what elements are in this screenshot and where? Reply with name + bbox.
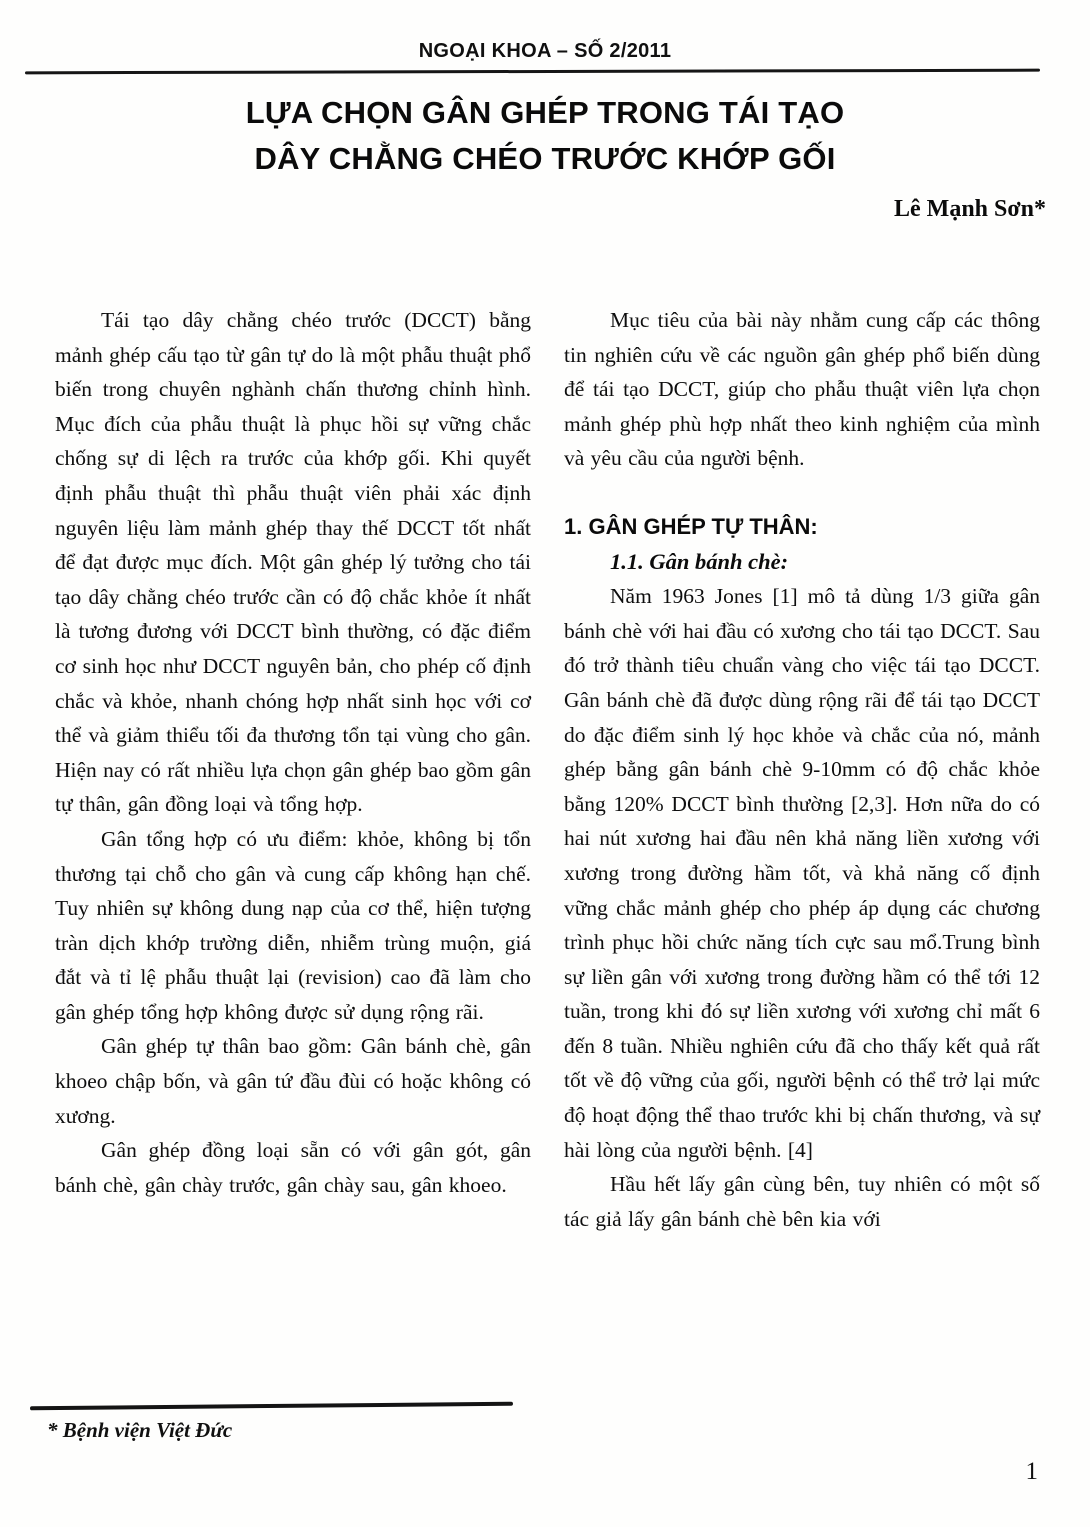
paragraph-harvest-side: Hầu hết lấy gân cùng bên, tuy nhiên có một số tác giả lấy gân bánh chè bên kia với	[564, 1172, 1040, 1231]
right-column	[564, 303, 1040, 1236]
paragraph-autograft-list: Gân ghép tự thân bao gồm: Gân bánh chè, gân khoeo chập bốn, và gân tứ đầu đùi có hoặc không có xương.	[55, 1034, 531, 1128]
paragraph-allograft-list: Gân ghép đồng loại sẵn có với gân gót, gân bánh chè, gân chày trước, gân chày sau, gân khoeo.	[55, 1138, 531, 1197]
paragraph-intro: Tái tạo dây chằng chéo trước (DCCT) bằng mảnh ghép cấu tạo từ gân tự do là một phẫu thuật phổ biến trong chuyên nghành chấn thương chỉnh hình. Mục đích của phẫu thuật là phục hồi sự vững chắc chống sự di lệch ra trước của khớp gối. Khi quyết định phẫu thuật thì phẫu thuật viên phải xác định nguyên liệu làm mảnh ghép thay thế DCCT tốt nhất để đạt được mục đích. Một gân ghép lý tưởng cho tái tạo dây chằng chéo trước cần có độ chắc khỏe ít nhất là tương đương với DCCT bình thường, có đặc điểm cơ sinh học như DCCT nguyên bản, cho phép cố định chắc và khỏe, nhanh chóng hợp nhất sinh học với cơ thể và giảm thiểu tối đa thương tổn tại vùng cho gân. Hiện nay có rất nhiều lựa chọn gân ghép bao gồm gân tự thân, gân đồng loại và tổng hợp.	[55, 308, 531, 817]
subsection-heading-patellar-tendon: 1.1. Gân bánh chè:	[610, 548, 789, 574]
footnote: * Bệnh viện Việt Đức	[47, 1418, 233, 1442]
footnote-divider	[30, 1402, 513, 1410]
article-body	[55, 303, 1041, 1236]
article-title-line-2: DÂY CHẰNG CHÉO TRƯỚC KHỚP GỐI	[254, 141, 836, 176]
header-divider	[25, 69, 1040, 75]
paragraph-synthetic-grafts: Gân tổng hợp có ưu điểm: khỏe, không bị tổn thương tại chỗ cho gân và cung cấp không hạn chế. Tuy nhiên sự không dung nạp của cơ thể, hiện tượng tràn dịch khớp trường diễn, nhiễm trùng muộn, giá đắt và tỉ lệ phẫu thuật lại (revision) cao đã làm cho gân ghép tổng hợp không được sử dụng rộng rãi.	[55, 826, 531, 1024]
author-name: Lê Mạnh Sơn*	[894, 196, 1046, 222]
section-heading-autograft: 1. GÂN GHÉP TỰ THÂN:	[564, 513, 818, 539]
article-title-line-1: LỰA CHỌN GÂN GHÉP TRONG TÁI TẠO	[245, 95, 845, 130]
page-number: 1	[1025, 1458, 1038, 1485]
left-column	[55, 303, 531, 1236]
article-title	[0, 90, 1090, 182]
paragraph-objective: Mục tiêu của bài này nhằm cung cấp các thông tin nghiên cứu về các nguồn gân ghép phổ biến dùng để tái tạo DCCT, giúp cho phẫu thuật viên lựa chọn mảnh ghép phù hợp nhất theo kinh nghiệm của mình và yêu cầu của người bệnh.	[564, 308, 1040, 471]
paragraph-patellar-tendon-history: Năm 1963 Jones [1] mô tả dùng 1/3 giữa gân bánh chè với hai đầu có xương cho tái tạo DCCT. Sau đó trở thành tiêu chuẩn vàng cho việc tái tạo DCCT. Gân bánh chè đã được dùng rộng rãi để tái tạo DCCT do đặc điểm sinh lý học khỏe và chắc của nó, mảnh ghép bằng gân bánh chè 9-10mm có độ chắc khỏe bằng 120% DCCT bình thường [2,3]. Hơn nữa do có hai nút xương hai đầu nên khả năng liền xương với xương trong đường hầm tốt, và khả năng cố định vững chắc mảnh ghép cho phép áp dụng các chương trình phục hồi chức năng tích cực sau mổ.Trung bình sự liền gân với xương trong đường hầm có thể tới 12 tuần, trong khi đó sự liền xương với xương chỉ mất 6 đến 8 tuần. Nhiều nghiên cứu đã cho thấy kết quả rất tốt về độ vững của gối, người bệnh có thể trở lại mức độ hoạt động thể thao trước khi bị chấn thương, và sự hài lòng của người bệnh. [4]	[564, 584, 1040, 1162]
journal-header: NGOẠI KHOA – SỐ 2/2011	[418, 40, 672, 62]
